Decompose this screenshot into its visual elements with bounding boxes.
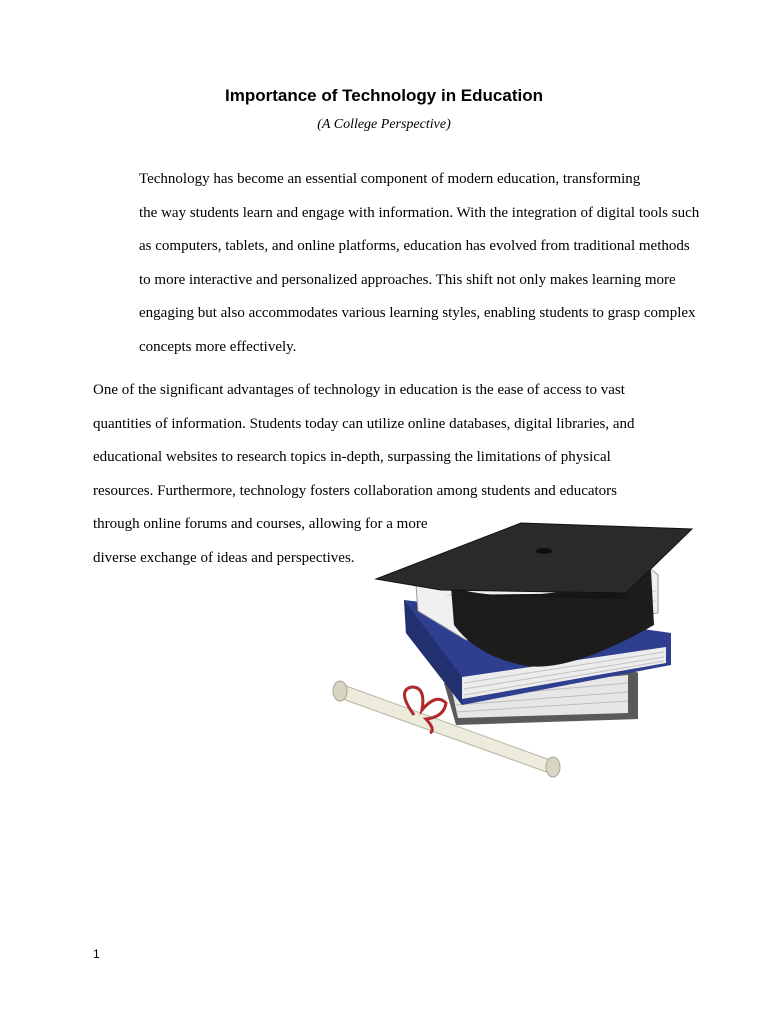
paragraph-1-line: the way students learn and engage with information. With the integration of digital tools such xyxy=(139,204,700,221)
document-subtitle: (A College Perspective) xyxy=(317,117,451,132)
graduation-illustration xyxy=(326,515,696,780)
document-title: Importance of Technology in Education xyxy=(225,86,543,105)
paragraph-1-line: Technology has become an essential component of modern education, transforming xyxy=(139,171,641,187)
paragraph-1-line: as computers, tablets, and online platforms, education has evolved from traditional methods xyxy=(139,238,690,255)
page-number: 1 xyxy=(93,947,100,961)
paragraph-2-line: One of the significant advantages of technology in education is the ease of access to vast xyxy=(93,382,625,398)
paragraph-2-line: resources. Furthermore, technology fosters collaboration among students and educators xyxy=(93,482,618,499)
paragraph-2-line: diverse exchange of ideas and perspectives. xyxy=(93,549,355,566)
paragraph-1-line: engaging but also accommodates various learning styles, enabling students to grasp complex xyxy=(139,305,696,322)
paragraph-1 xyxy=(93,163,700,365)
paragraph-2-line: quantities of information. Students today can utilize online databases, digital libraries, and xyxy=(93,415,635,432)
paragraph-2-line: through online forums and courses, allowing for a more xyxy=(93,516,428,533)
paragraph-1-line: to more interactive and personalized approaches. This shift not only makes learning more xyxy=(139,271,676,288)
paragraph-1-line: concepts more effectively. xyxy=(139,338,297,355)
paragraph-2-line: educational websites to research topics in-depth, surpassing the limitations of physical xyxy=(93,449,611,466)
